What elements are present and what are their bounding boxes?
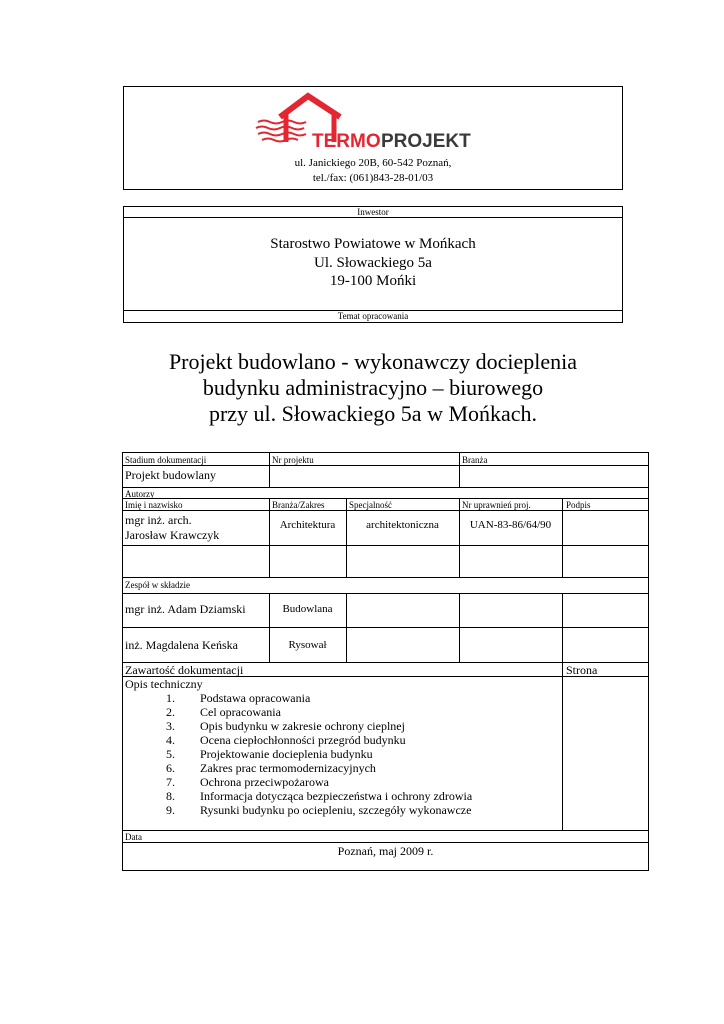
investor-label: Inwestor — [357, 207, 389, 217]
author-branch: Architektura — [279, 519, 336, 531]
list-item-number: 4. — [166, 733, 175, 747]
investor-city: 19-100 Mońki — [329, 273, 417, 289]
list-item-number: 3. — [166, 719, 175, 733]
column-branch-scope: Branża/Zakres — [272, 500, 325, 510]
date-label: Data — [125, 832, 142, 842]
list-item: Ocena ciepłochłonności przegród budynku — [200, 733, 406, 747]
column-name: Imię i nazwisko — [125, 500, 183, 510]
list-item: Zakres prac termomodernizacyjnych — [200, 761, 376, 775]
list-item-number: 5. — [166, 747, 175, 761]
investor-street: Ul. Słowackiego 5a — [314, 255, 432, 271]
list-item: Ochrona przeciwpożarowa — [200, 775, 329, 789]
author-name: Jarosław Krawczyk — [125, 528, 220, 542]
logo-text-red: TERMO — [312, 131, 381, 150]
branch-label: Branża — [462, 455, 488, 465]
stadium-value: Projekt budowlany — [125, 468, 216, 482]
divider — [123, 217, 623, 218]
author-license: UAN-83-86/64/90 — [469, 519, 552, 531]
list-item-number: 2. — [166, 705, 175, 719]
technical-description-label: Opis techniczny — [125, 677, 203, 691]
column-signature: Podpis — [566, 500, 591, 510]
company-address: ul. Janickiego 20B, 60-542 Poznań, — [294, 157, 452, 169]
list-item-number: 8. — [166, 789, 175, 803]
list-item-number: 6. — [166, 761, 175, 775]
team-member-2-branch: Rysował — [288, 639, 327, 651]
topic-label: Temat opracowania — [337, 311, 409, 321]
date-value: Poznań, maj 2009 r. — [337, 844, 434, 858]
document-title-line-3: przy ul. Słowackiego 5a w Mońkach. — [208, 401, 538, 426]
list-item-number: 1. — [166, 691, 175, 705]
list-item: Opis budynku w zakresie ochrony cieplnej — [200, 719, 405, 733]
list-item-number: 9. — [166, 803, 175, 817]
document-title-line-2: budynku administracyjno – biurowego — [202, 375, 544, 400]
list-item: Podstawa opracowania — [200, 691, 311, 705]
company-phone: tel./fax: (061)843-28-01/03 — [312, 172, 434, 184]
list-item: Cel opracowania — [200, 705, 281, 719]
list-item-number: 7. — [166, 775, 175, 789]
list-item: Informacja dotycząca bezpieczeństwa i ochrony zdrowia — [200, 789, 473, 803]
contents-label: Zawartość dokumentacji — [125, 663, 244, 677]
team-member-2-name: inż. Magdalena Keńska — [125, 638, 238, 652]
page-label: Strona — [566, 663, 598, 677]
list-item: Rysunki budynku po ociepleniu, szczegóły wykonawcze — [200, 803, 472, 817]
project-number-label: Nr projektu — [272, 455, 314, 465]
logo-text-dark: PROJEKT — [381, 131, 471, 150]
authors-label: Autorzy — [125, 489, 155, 499]
author-specialty: architektoniczna — [366, 519, 439, 531]
investor-name: Starostwo Powiatowe w Mońkach — [270, 236, 476, 252]
termoprojekt-logo — [252, 90, 472, 150]
team-member-1-branch: Budowlana — [282, 603, 333, 615]
list-item: Projektowanie docieplenia budynku — [200, 747, 373, 761]
document-title-line-1: Projekt budowlano - wykonawczy docieplenia — [168, 349, 578, 374]
author-title: mgr inż. arch. — [125, 513, 192, 527]
stadium-label: Stadium dokumentacji — [125, 455, 207, 465]
column-license: Nr uprawnień proj. — [462, 500, 531, 510]
team-label: Zespół w składzie — [125, 580, 190, 590]
team-member-1-name: mgr inż. Adam Dziamski — [125, 602, 246, 616]
column-specialty: Specjalność — [349, 500, 392, 510]
